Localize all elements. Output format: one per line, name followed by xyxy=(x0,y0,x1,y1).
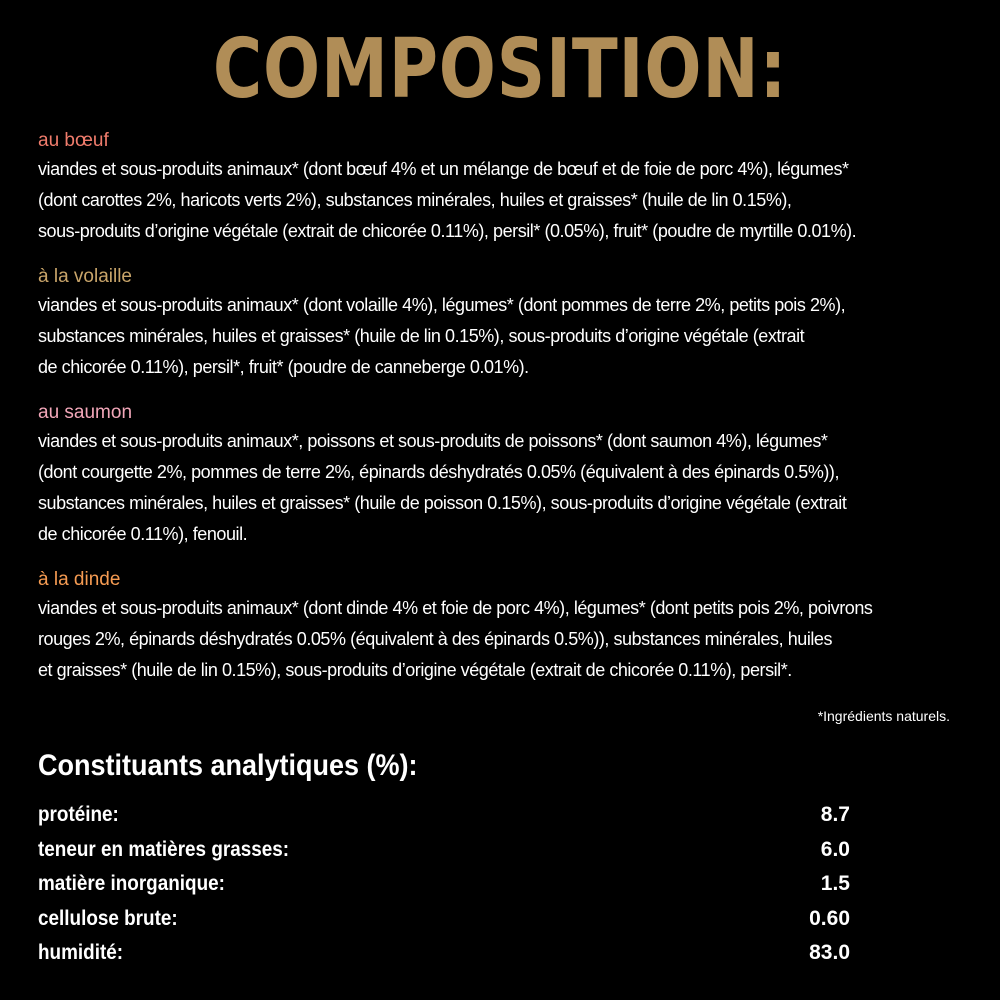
section-line: de chicorée 0.11%), persil*, fruit* (poudre de canneberge 0.01%). xyxy=(38,357,529,377)
analytics-value: 1.5 xyxy=(820,872,850,896)
section-line: et graisses* (huile de lin 0.15%), sous-produits d’origine végétale (extrait de chicorée 0.11%), persil*. xyxy=(38,660,792,680)
footnote: *Ingrédients naturels. xyxy=(817,708,950,724)
analytics-row-cellulose-brute xyxy=(38,902,850,937)
section-line: substances minérales, huiles et graisses* (huile de poisson 0.15%), sous-produits d’origine végétale (extrait xyxy=(38,493,847,513)
section-line: viandes et sous-produits animaux* (dont dinde 4% et foie de porc 4%), légumes* (dont petits pois 2%, poivrons xyxy=(38,598,873,618)
analytics-row-matieres-grasses xyxy=(38,833,850,868)
analytics-label: protéine: xyxy=(38,803,119,827)
analytics-row-matiere-inorganique xyxy=(38,867,850,902)
section-line: substances minérales, huiles et graisses* (huile de lin 0.15%), sous-produits d’origine végétale (extrait xyxy=(38,326,805,346)
analytics-label: cellulose brute: xyxy=(38,906,178,930)
analytics-table xyxy=(38,798,850,971)
section-dinde xyxy=(38,566,968,686)
analytics-label: humidité: xyxy=(38,941,124,965)
section-title-dinde: à la dinde xyxy=(38,569,121,590)
analytics-value: 83.0 xyxy=(809,941,850,965)
section-line: de chicorée 0.11%), fenouil. xyxy=(38,524,248,544)
analytics-value: 8.7 xyxy=(820,803,850,827)
analytics-value: 0.60 xyxy=(809,906,850,930)
page-title: COMPOSITION: xyxy=(212,22,788,117)
section-title-boeuf: au bœuf xyxy=(38,130,109,151)
section-title-volaille: à la volaille xyxy=(38,266,132,287)
section-saumon xyxy=(38,399,968,550)
analytics-value: 6.0 xyxy=(820,837,850,861)
section-title-saumon: au saumon xyxy=(38,402,133,423)
section-boeuf xyxy=(38,127,968,247)
section-line: (dont carottes 2%, haricots verts 2%), substances minérales, huiles et graisses* (huile de lin 0.15%), xyxy=(38,190,792,210)
section-line: rouges 2%, épinards déshydratés 0.05% (équivalent à des épinards 0.5%)), substances minérales, huiles xyxy=(38,629,833,649)
analytics-label: matière inorganique: xyxy=(38,872,225,896)
section-line: viandes et sous-produits animaux*, poissons et sous-produits de poissons* (dont saumon 4%), légumes* xyxy=(38,431,828,451)
analytics-label: teneur en matières grasses: xyxy=(38,837,290,861)
analytics-title: Constituants analytiques (%): xyxy=(38,749,418,782)
analytics-row-humidite xyxy=(38,936,850,971)
section-line: (dont courgette 2%, pommes de terre 2%, épinards déshydratés 0.05% (équivalent à des épinards 0.5%)), xyxy=(38,462,840,482)
section-volaille xyxy=(38,263,968,383)
section-line: sous-produits d’origine végétale (extrait de chicorée 0.11%), persil* (0.05%), fruit* (poudre de myrtille 0.01%). xyxy=(38,221,857,241)
analytics-row-proteine xyxy=(38,798,850,833)
section-line: viandes et sous-produits animaux* (dont volaille 4%), légumes* (dont pommes de terre 2%, petits pois 2%), xyxy=(38,295,846,315)
composition-sections xyxy=(38,127,968,702)
section-line: viandes et sous-produits animaux* (dont bœuf 4% et un mélange de bœuf et de foie de porc 4%), légumes* xyxy=(38,159,849,179)
